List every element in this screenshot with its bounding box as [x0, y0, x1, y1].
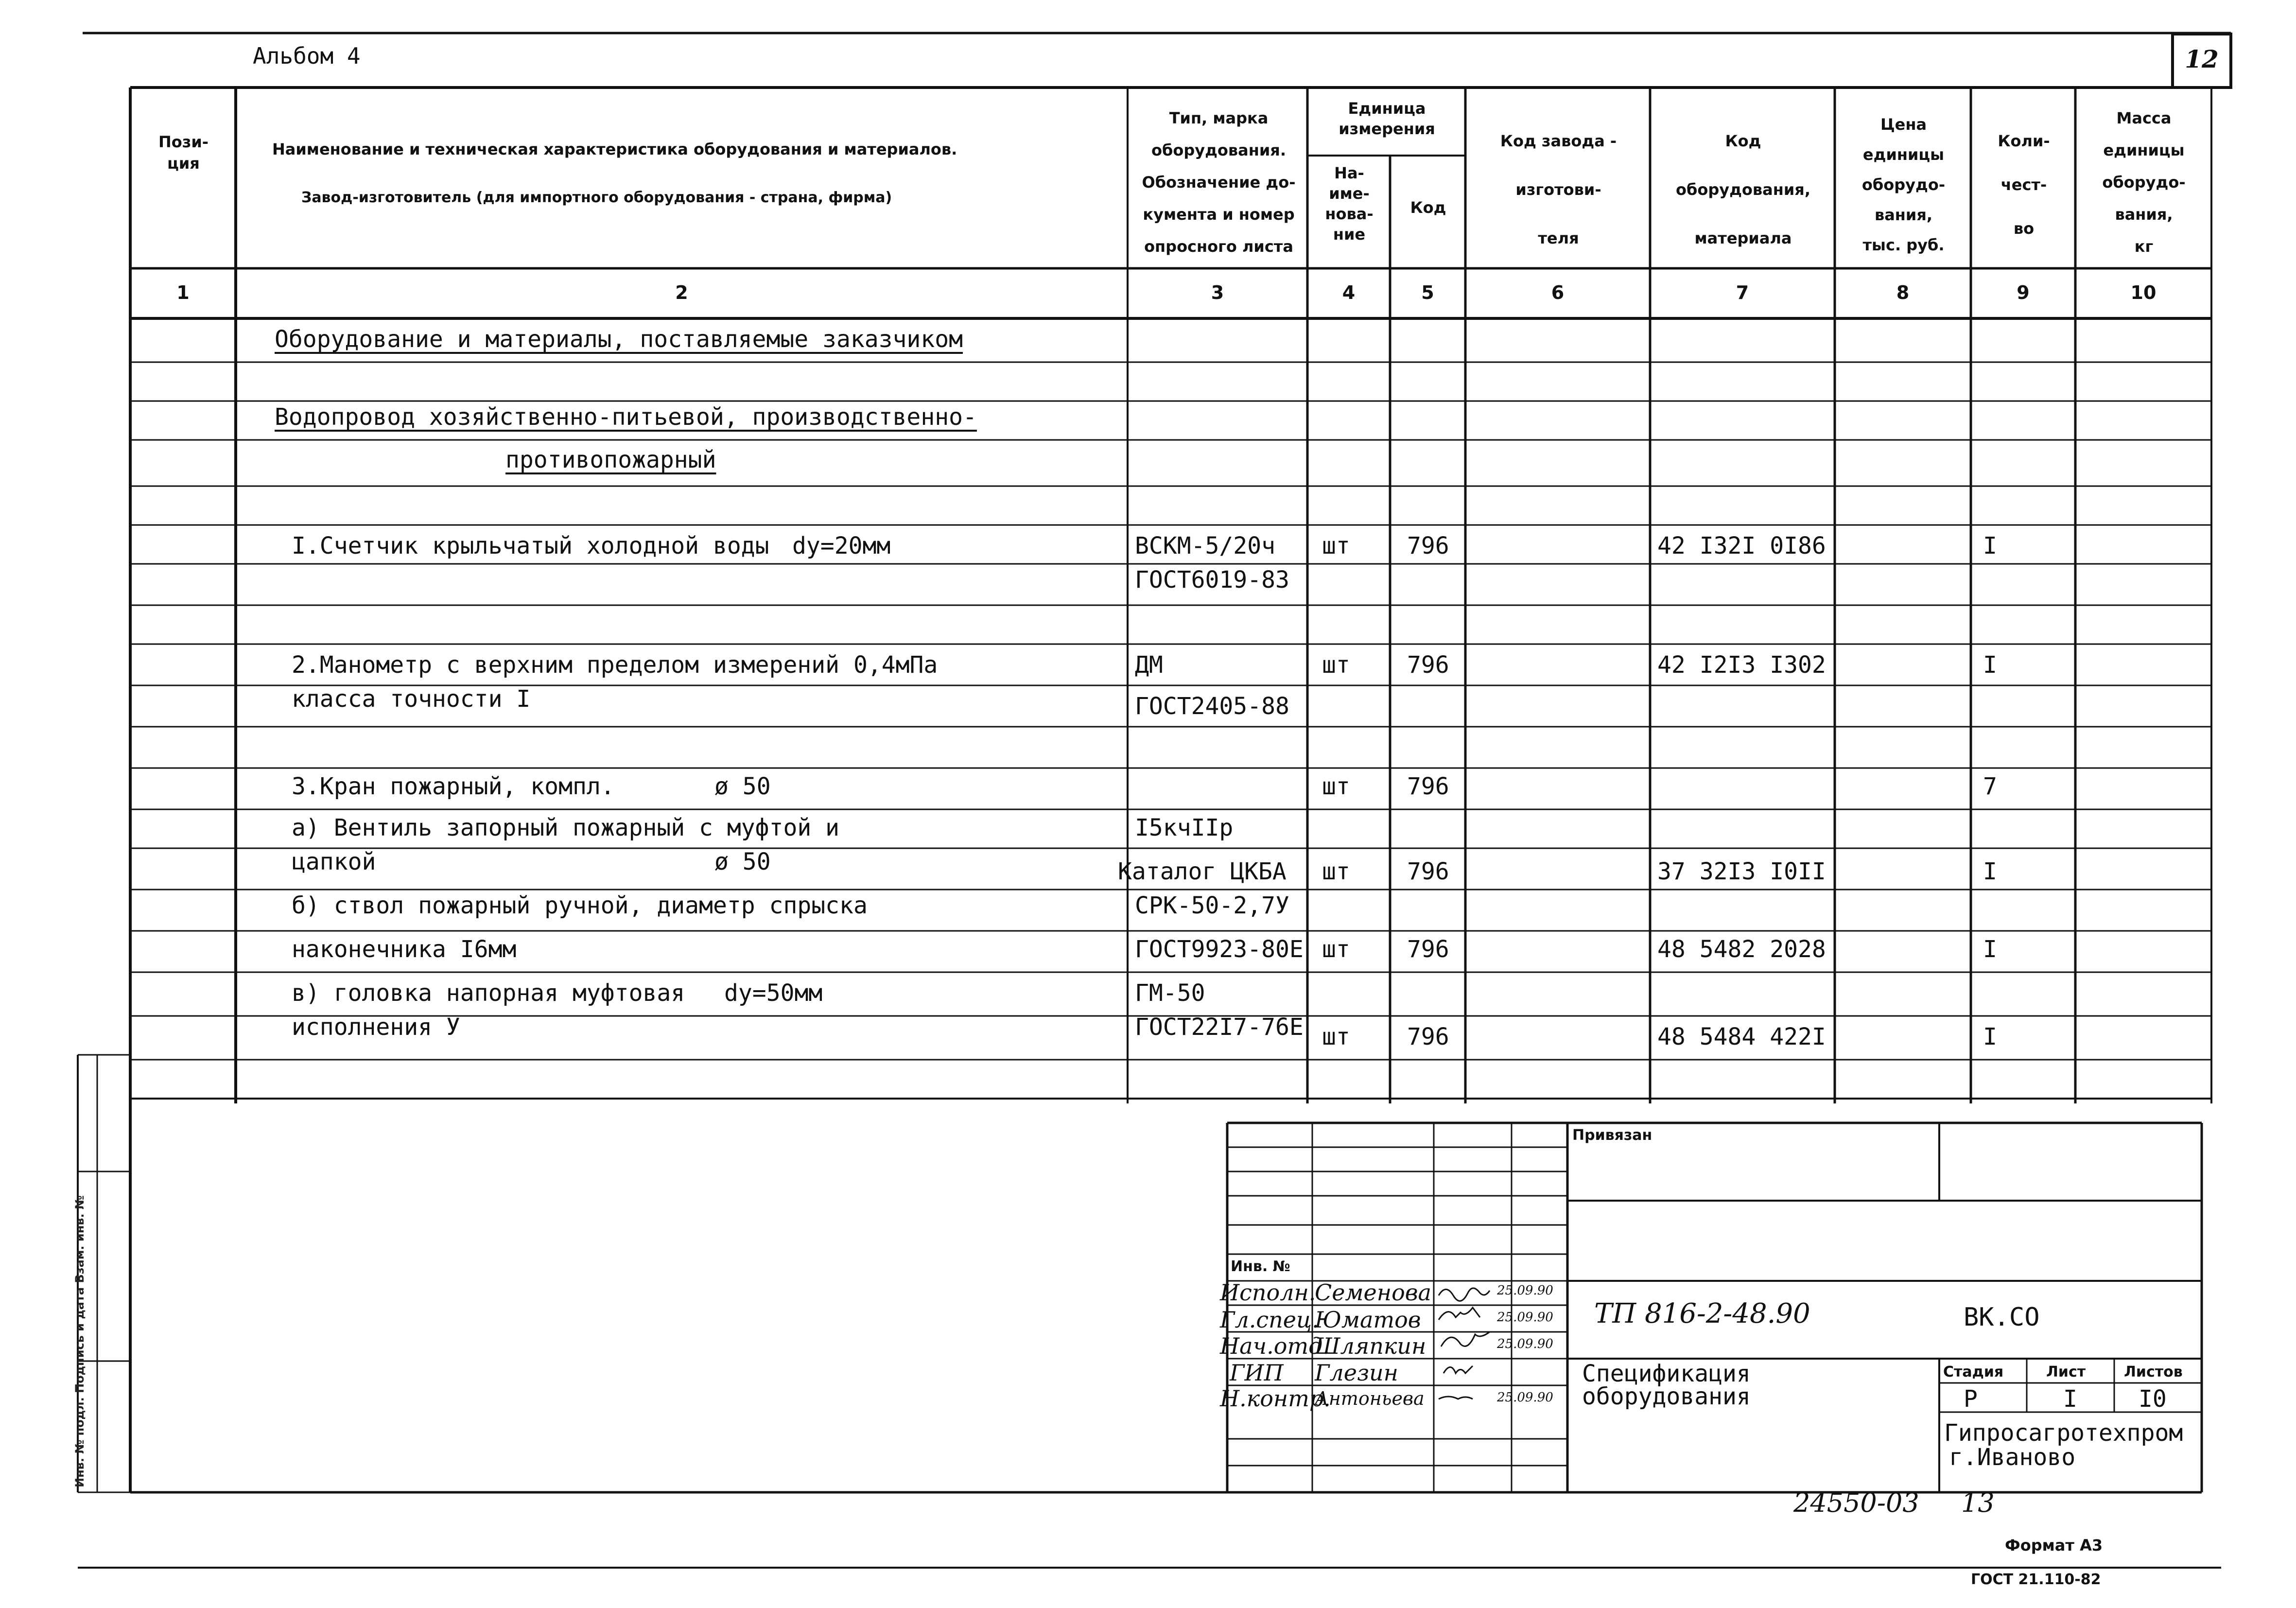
table-row-qty: I [1983, 858, 1997, 885]
signature-mark [1439, 1288, 1490, 1301]
table-row-unit-code: 796 [1407, 936, 1449, 963]
table-row-unit-code: 796 [1407, 773, 1449, 800]
signature-mark [1444, 1366, 1473, 1373]
signature-mark [1441, 1332, 1490, 1346]
table-row-unit: шт [1322, 1023, 1350, 1050]
section-subheading: Водопровод хозяйственно-питьевой, производственно- [275, 403, 977, 431]
table-row-type: I5кчIIр [1135, 814, 1234, 841]
table-row-qty: I [1983, 1023, 1997, 1050]
table-row-type: ГОСТ2405-88 [1135, 693, 1289, 720]
section-heading: Оборудование и материалы, поставляемые заказчиком [275, 326, 963, 353]
table-row-code: 48 5482 2028 [1657, 936, 1826, 963]
table-row-unit-code: 796 [1407, 858, 1449, 885]
doc-code: ТП 816-2-48.90 [1594, 1298, 1810, 1329]
col-header-name: Наименование и техническая характеристика оборудования и материалов. [272, 140, 957, 158]
table-row-item-name: наконечника I6мм [292, 936, 517, 963]
role-label: Нач.отд. [1220, 1333, 1330, 1359]
sign-date: 25.09.90 [1497, 1390, 1553, 1405]
table-row-type: ВСКМ-5/20ч [1135, 532, 1275, 559]
person-name: Антоньева [1315, 1388, 1425, 1409]
col-header-manufacturer: Завод-изготовитель (для импортного оборудования - страна, фирма) [301, 189, 892, 206]
table-row-code: 48 5484 422I [1657, 1023, 1826, 1050]
table-row-qty: I [1983, 936, 1997, 963]
table-row-qty: I [1983, 651, 1997, 679]
organization-city: г.Иваново [1949, 1444, 2076, 1471]
table-row-unit: шт [1322, 858, 1350, 885]
table-row-code: 42 I2I3 I302 [1657, 651, 1826, 679]
stage-value: Р [1964, 1385, 1978, 1413]
table-row-item-name: класса точности I [292, 685, 531, 713]
col-header-equipment-code: Код оборудования, материала [1676, 132, 1810, 247]
col-num-7: 7 [1736, 282, 1749, 303]
role-label: ГИП [1230, 1360, 1284, 1386]
standard-reference: ГОСТ 21.110-82 [1971, 1571, 2101, 1588]
table-row-item-name: цапкой [292, 848, 376, 875]
table-row-type: ГОСТ6019-83 [1135, 566, 1289, 594]
table-row-type: Каталог ЦКБА [1118, 858, 1287, 885]
linked-label: Привязан [1572, 1127, 1652, 1144]
stage-label: Стадия [1943, 1363, 2004, 1381]
col-header-unit-name: На- име- нова- ние [1325, 164, 1374, 244]
table-row-item-name: 3.Кран пожарный, компл. [292, 773, 615, 800]
table-row-unit-code: 796 [1407, 1023, 1449, 1050]
paper-format: Формат А3 [2005, 1536, 2103, 1555]
table-row-unit: шт [1322, 936, 1350, 963]
col-num-10: 10 [2130, 282, 2157, 303]
role-label: Гл.спец. [1220, 1307, 1319, 1333]
col-num-8: 8 [1896, 282, 1910, 303]
section-subheading-cont: противопожарный [505, 446, 716, 473]
col-header-quantity: Коли- чест- во [1998, 132, 2050, 238]
table-row-item-extra: ø 50 [714, 773, 771, 800]
person-name: Юматов [1315, 1307, 1421, 1333]
signature-mark [1439, 1397, 1473, 1399]
table-row-type: ГОСТ22I7-76Е [1135, 1014, 1304, 1041]
table-row-item-name: б) ствол пожарный ручной, диаметр спрыска [292, 892, 868, 919]
signature-mark [1439, 1308, 1480, 1320]
table-row-item-extra: dу=20мм [792, 532, 891, 559]
table-row-item-extra: dу=50мм [724, 979, 823, 1007]
sheets-label: Листов [2124, 1363, 2183, 1381]
table-row-item-name: 2.Манометр с верхним пределом измерений 0,4мПа [292, 651, 938, 679]
person-name: Семенова [1315, 1279, 1431, 1306]
col-num-2: 2 [675, 282, 688, 303]
col-header-unit-code: Код [1410, 198, 1446, 217]
table-row-code: 42 I32I 0I86 [1657, 532, 1826, 559]
table-row-type: ГОСТ9923-80Е [1135, 936, 1304, 963]
sheets-value: I0 [2139, 1385, 2167, 1413]
role-label: Н.контр. [1220, 1385, 1331, 1412]
table-row-unit: шт [1322, 532, 1350, 559]
col-num-5: 5 [1421, 282, 1434, 303]
table-row-unit-code: 796 [1407, 651, 1449, 679]
side-stamp: Инв. № подл. Подпись и дата Взам. инв. № [73, 1195, 87, 1487]
sign-date: 25.09.90 [1497, 1337, 1553, 1351]
archive-page: 13 [1961, 1487, 1995, 1518]
table-row-item-name: в) головка напорная муфтовая [292, 979, 685, 1007]
col-num-4: 4 [1342, 282, 1356, 303]
table-row-code: 37 32I3 I0II [1657, 858, 1826, 885]
table-row-qty: 7 [1983, 773, 1997, 800]
sheet-label: Лист [2046, 1363, 2086, 1381]
sheet-number: 12 [2185, 45, 2219, 73]
col-header-price: Цена единицы оборудо- вания, тыс. руб. [1861, 115, 1946, 254]
doc-title-line2: оборудования [1582, 1383, 1751, 1410]
doc-title-line1: Спецификация [1582, 1360, 1751, 1387]
album-label: Альбом 4 [253, 43, 361, 69]
col-header-unit-group: Единица измерения [1339, 99, 1435, 138]
inv-no-label: Инв. № [1231, 1258, 1290, 1275]
sign-date: 25.09.90 [1497, 1283, 1553, 1298]
col-num-3: 3 [1211, 282, 1224, 303]
col-num-6: 6 [1551, 282, 1565, 303]
table-row-item-name: I.Счетчик крыльчатый холодной воды [292, 532, 769, 559]
role-label: Исполн. [1220, 1279, 1316, 1306]
table-row-item-name: а) Вентиль запорный пожарный с муфтой и [292, 814, 840, 841]
col-header-mass: Масса единицы оборудо- вания, кг [2102, 109, 2186, 256]
person-name: Шляпкин [1315, 1333, 1426, 1359]
sheet-value: I [2063, 1385, 2077, 1413]
archive-number: 24550-03 [1793, 1487, 1919, 1518]
sheet-mark: ВК.СО [1964, 1303, 2040, 1332]
person-name: Глезин [1315, 1360, 1398, 1386]
table-row-type: СРК-50-2,7У [1135, 892, 1289, 919]
col-num-1: 1 [176, 282, 190, 303]
table-row-type: ДМ [1135, 651, 1163, 679]
organization: Гипросагротехпром [1944, 1419, 2183, 1447]
table-row-unit: шт [1322, 651, 1350, 679]
table-row-type: ГМ-50 [1135, 979, 1205, 1007]
table-row-unit-code: 796 [1407, 532, 1449, 559]
table-row-item-name: исполнения У [292, 1014, 460, 1041]
table-row-qty: I [1983, 532, 1997, 559]
col-header-factory-code: Код завода - изготови- теля [1500, 132, 1617, 247]
col-header-position: Пози- ция [158, 133, 209, 173]
col-num-9: 9 [2017, 282, 2030, 303]
table-row-item-extra: ø 50 [714, 848, 771, 875]
sign-date: 25.09.90 [1497, 1310, 1553, 1325]
table-row-unit: шт [1322, 773, 1350, 800]
col-header-type: Тип, марка оборудования. Обозначение до- кумента и номер опросного листа [1142, 109, 1296, 256]
